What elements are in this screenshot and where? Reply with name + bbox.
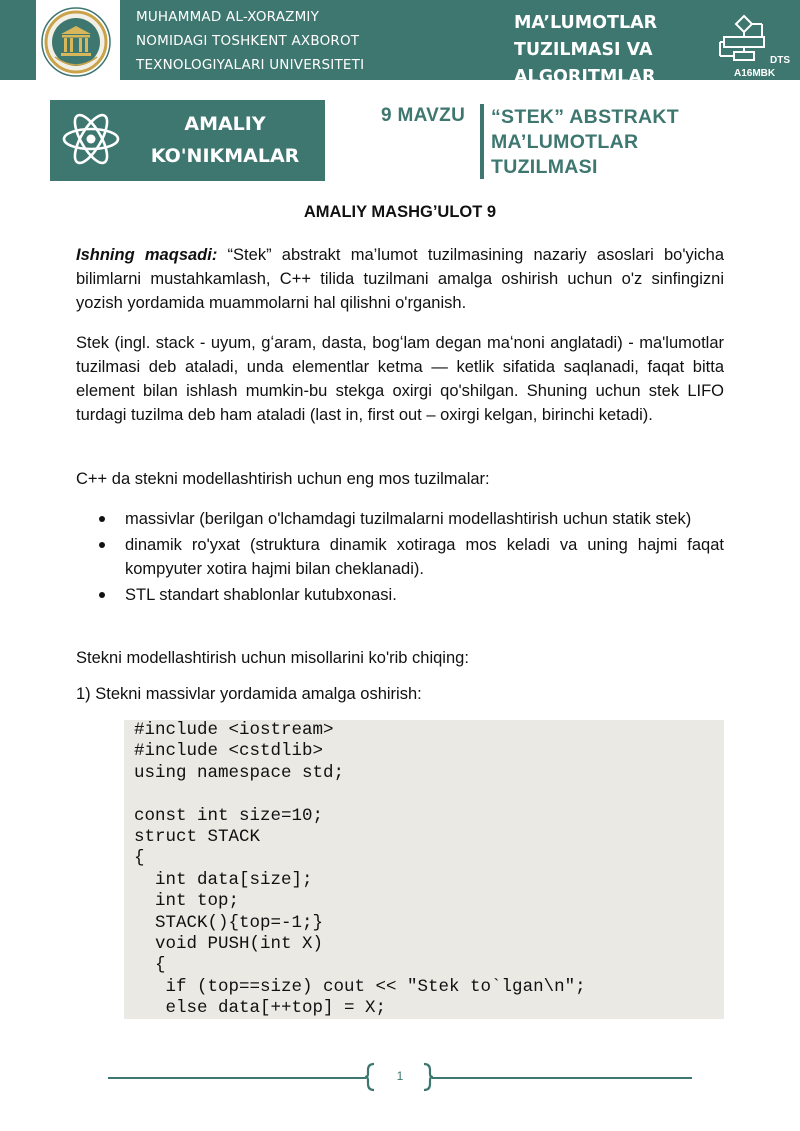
bullet-icon [99, 592, 105, 598]
badge-label-line-2: KO'NIKMALAR [150, 145, 300, 167]
university-emblem-icon [41, 7, 111, 77]
code-line: #include <cstdlib> [134, 741, 324, 762]
badge-label-line-1: AMALIY [184, 113, 266, 135]
bullet-icon [99, 516, 105, 522]
purpose-paragraph [76, 243, 724, 315]
university-name-line-1: MUHAMMAD AL-XORAZMIY [136, 9, 320, 25]
structures-list [76, 507, 724, 609]
structures-intro: C++ da stekni modellashtirish uchun eng mos tuzilmalar: [76, 470, 490, 488]
code-line: using namespace std; [134, 762, 345, 783]
code-line: struct STACK [134, 827, 261, 847]
definition-paragraph: Stek (ingl. stack - uyum, gʻaram, dasta, bogʻlam degan maʻnoni anglatadi) - ma'lumotlar tuzilmasi deb ataladi, unda elementlar ketma — ketlik sifatida saqlanadi, faqat bitta element bilan ishlash mumkin-bu stekga oxirgi qo'shilgan. Shuning uchun stek LIFO turdagi tuzilma deb ham ataladi (last in, first out – oxirgi kelgan, birinchi ketadi). [76, 334, 724, 424]
atom-icon [60, 108, 122, 170]
lesson-title: AMALIY MASHGʼULOT 9 [303, 203, 497, 221]
list-item-text: massivlar (berilgan o'lchamdagi tuzilmalarni modellashtirish uchun statik stek) [125, 510, 692, 528]
code-line: if (top==size) cout << "Stek to`lgan\n"; [134, 976, 586, 997]
code-line: int top; [134, 891, 240, 912]
dts-label: DTS [770, 55, 790, 66]
topic-number: 9 MAVZU [381, 105, 466, 126]
topic-title-line-1: “STEK” ABSTRAKT [491, 106, 679, 128]
topic-divider [480, 104, 484, 179]
code-line: { [134, 848, 145, 869]
code-line: const int size=10; [134, 805, 324, 826]
footer-rule-right [432, 1077, 692, 1079]
code-line: STACK(){top=-1;} [134, 912, 324, 933]
code-line: void PUSH(int X) [134, 934, 324, 954]
code-line: { [134, 955, 166, 976]
page-number: 1 [396, 1069, 404, 1083]
list-item [76, 583, 724, 607]
list-item-text: dinamik ro'yxat (struktura dinamik xotiraga mos keladi va uning hajmi faqat kompyuter xotira hajmi bilan cheklanadi). [125, 536, 724, 578]
course-title-line-1: MA’LUMOTLAR [514, 13, 658, 33]
topic-title-line-3: TUZILMASI [491, 156, 598, 178]
header-left-band [0, 0, 36, 80]
example-1-heading: 1) Stekni massivlar yordamida amalga oshirish: [76, 685, 422, 703]
course-title [514, 10, 694, 87]
list-item [76, 533, 724, 581]
list-item [76, 507, 724, 531]
footer-rule-left [108, 1077, 366, 1079]
left-brace-icon [363, 1062, 377, 1092]
code-block [124, 720, 724, 1019]
university-name-line-2: NOMIDAGI TOSHKENT AXBOROT [136, 33, 360, 49]
code-line: int data[size]; [134, 869, 313, 890]
flowchart-icon [718, 14, 770, 66]
code-line: #include <iostream> [134, 720, 334, 740]
topic-title-line-2: MA’LUMOTLAR [491, 131, 639, 153]
page-header [0, 0, 800, 87]
bullet-icon [99, 542, 105, 548]
topic-title [491, 105, 751, 180]
badge-label [125, 108, 325, 172]
course-title-line-2: TUZILMASI VA [514, 40, 653, 60]
list-item-text: STL standart shablonlar kutubxonasi. [125, 586, 397, 604]
purpose-label: Ishning maqsadi: [76, 246, 218, 264]
course-title-line-3: ALGORITMLAR [514, 67, 656, 87]
purpose-text: “Stek” abstrakt ma’lumot tuzilmasining nazariy asoslari bo'yicha bilimlarni mustahkamlash, C++ tilida tuzilmani amalga oshirish uchun o'z sinfingizni yozish yordamida muammolarni hal qilishni o'rganish. [76, 246, 724, 312]
university-name [136, 5, 436, 77]
examples-intro: Stekni modellashtirish uchun misollarini ko'rib chiqing: [76, 649, 469, 667]
university-name-line-3: TEXNOLOGIYALARI UNIVERSITETI [136, 57, 365, 73]
course-code: A16MBK [734, 68, 776, 79]
code-line: else data[++top] = X; [134, 998, 387, 1019]
